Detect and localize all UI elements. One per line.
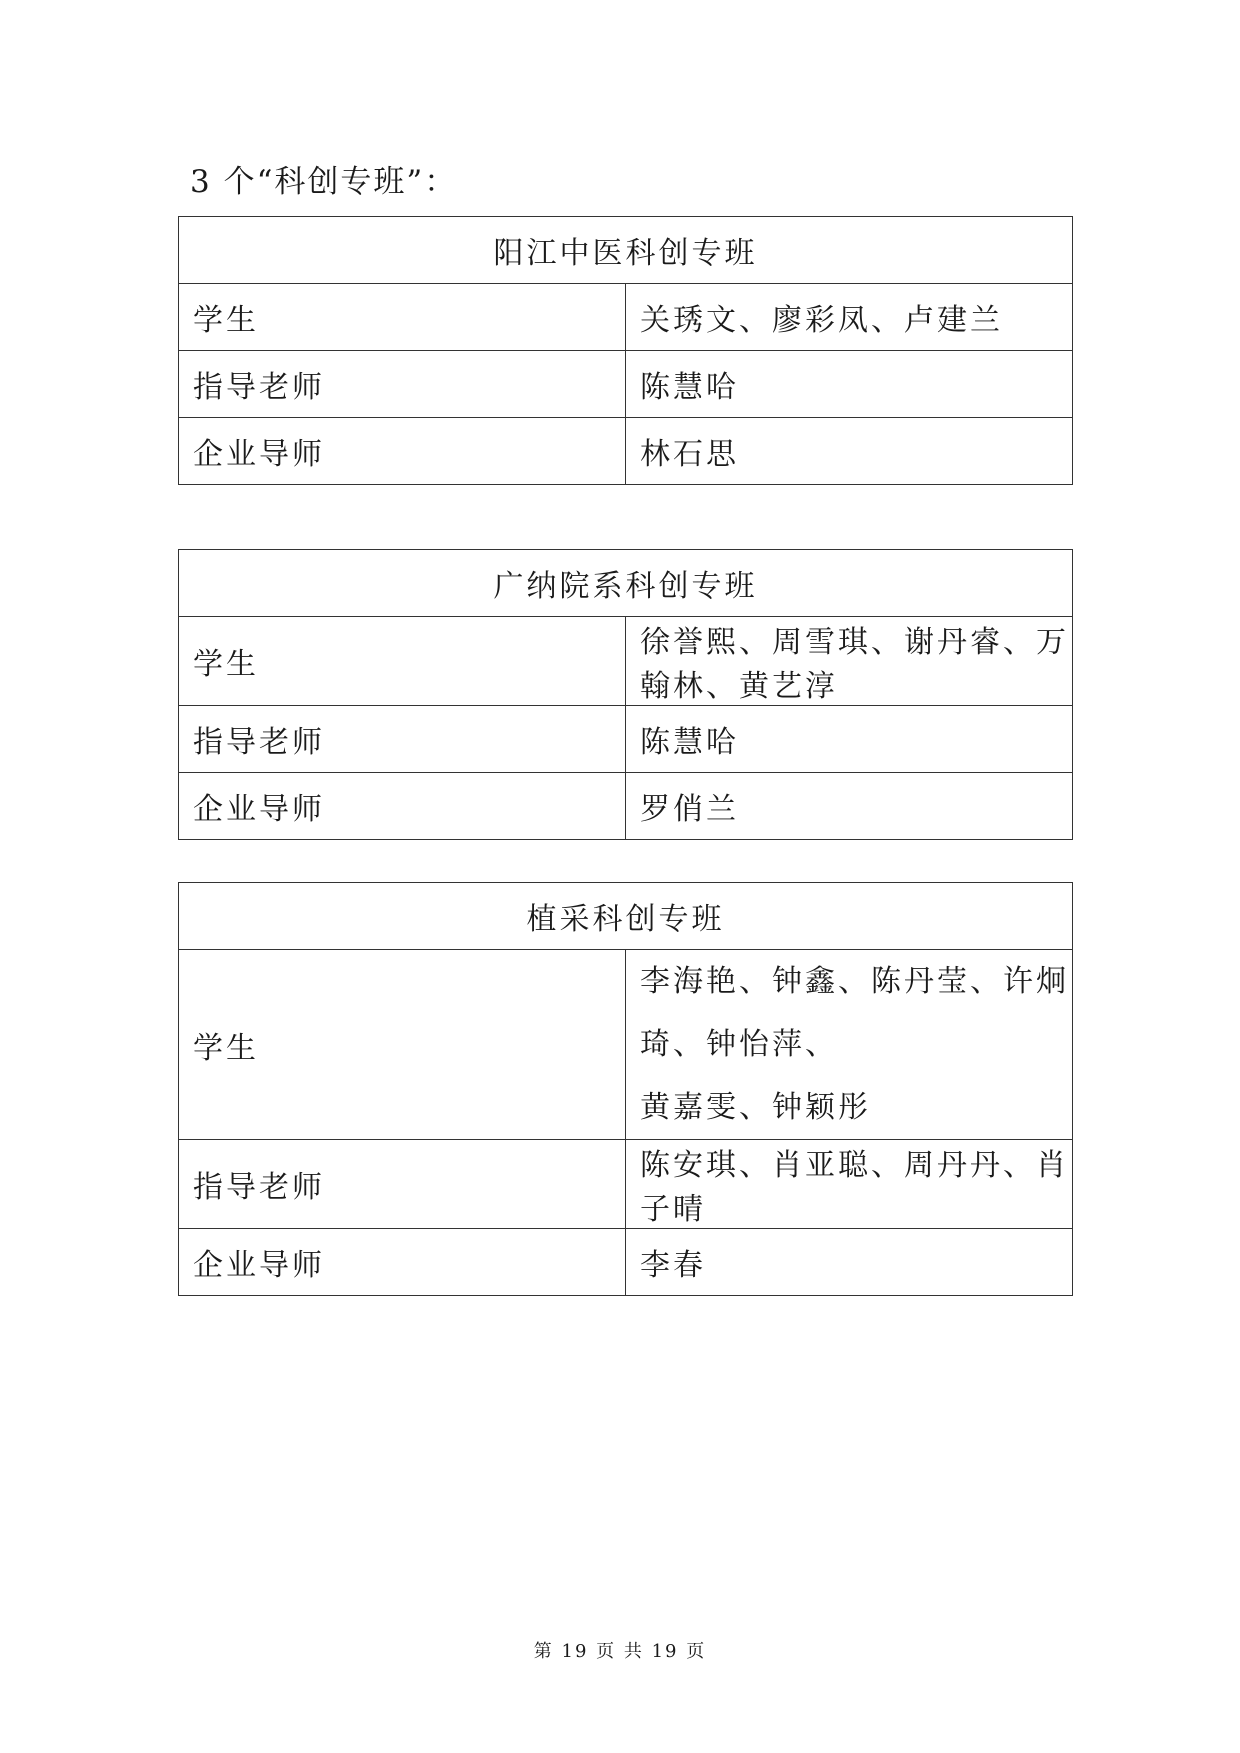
class-title: 阳江中医科创专班: [179, 217, 1073, 284]
teacher-label: 指导老师: [179, 706, 626, 773]
mentor-value: 李春: [626, 1229, 1073, 1296]
page-footer: 第 19 页 共 19 页: [533, 1641, 707, 1662]
mentor-label: 企业导师: [179, 418, 626, 485]
students-value: 徐誉熙、周雪琪、谢丹睿、万翰林、黄艺淳: [626, 617, 1073, 706]
class-title: 植采科创专班: [179, 883, 1073, 950]
students-label: 学生: [179, 617, 626, 706]
class-table-zhicai: [178, 882, 1073, 1296]
mentor-value: 林石思: [626, 418, 1073, 485]
mentor-label: 企业导师: [179, 1229, 626, 1296]
teacher-value: 陈慧哈: [626, 706, 1073, 773]
students-label: 学生: [179, 950, 626, 1140]
mentor-label: 企业导师: [179, 773, 626, 840]
class-title: 广纳院系科创专班: [179, 550, 1073, 617]
teacher-label: 指导老师: [179, 1140, 626, 1229]
class-table-guangna: [178, 549, 1073, 840]
students-value: 关琇文、廖彩凤、卢建兰: [626, 284, 1073, 351]
class-table-yangjiang: [178, 216, 1073, 485]
teacher-value: 陈慧哈: [626, 351, 1073, 418]
teacher-label: 指导老师: [179, 351, 626, 418]
students-value: [626, 950, 1073, 1140]
teacher-value: 陈安琪、肖亚聪、周丹丹、肖子晴: [626, 1140, 1073, 1229]
students-label: 学生: [179, 284, 626, 351]
section-heading: 3 个“科创专班”：: [190, 164, 458, 200]
students-line: 李海艳、钟鑫、陈丹莹、许炯琦、钟怡萍、: [640, 964, 1069, 1062]
mentor-value: 罗俏兰: [626, 773, 1073, 840]
students-line: 黄嘉雯、钟颖彤: [640, 1090, 871, 1125]
